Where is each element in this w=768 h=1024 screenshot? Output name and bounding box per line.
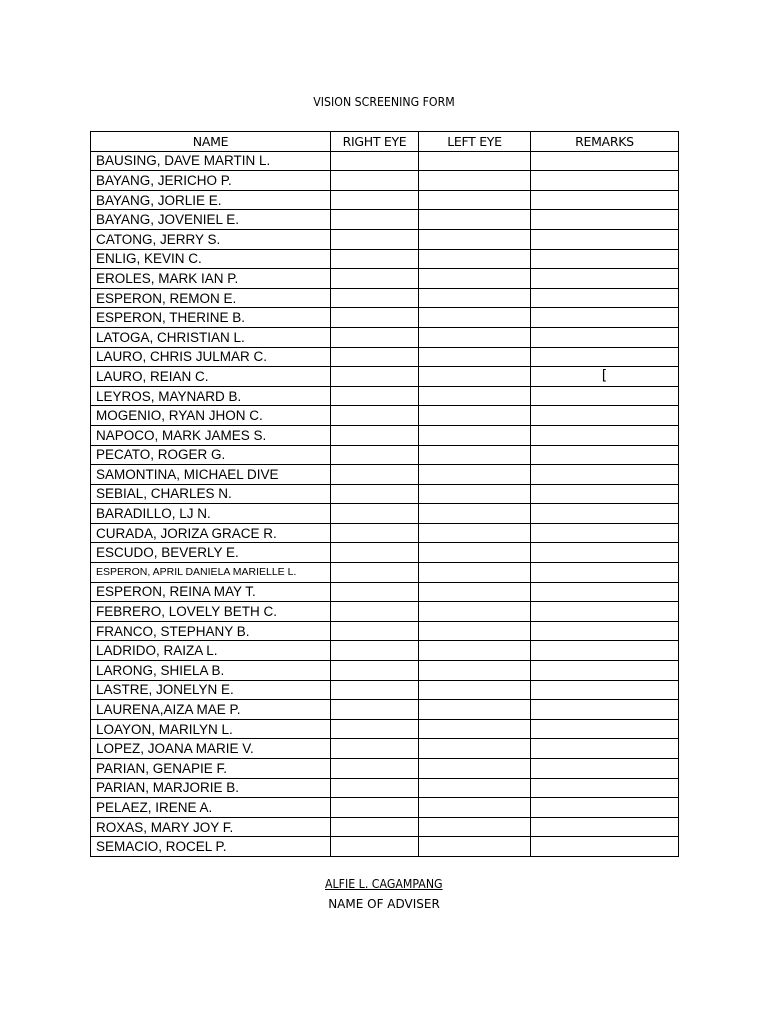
- table-row: [91, 700, 679, 720]
- left-eye-cell: [419, 778, 531, 798]
- remarks-cell: [531, 249, 679, 269]
- left-eye-cell: [419, 759, 531, 779]
- table-row: [91, 523, 679, 543]
- remarks-cell: [531, 327, 679, 347]
- table-row: [91, 308, 679, 328]
- header-name: NAME: [91, 132, 331, 152]
- right-eye-cell: [331, 171, 419, 191]
- remarks-cell: [531, 504, 679, 524]
- table-row: [91, 171, 679, 191]
- remarks-cell: [531, 229, 679, 249]
- adviser-label: NAME OF ADVISER: [328, 897, 440, 911]
- student-name-cell: LADRIDO, RAIZA L.: [91, 641, 331, 661]
- vision-screening-table: [90, 131, 679, 857]
- table-row: [91, 249, 679, 269]
- left-eye-cell: [419, 327, 531, 347]
- table-row: [91, 406, 679, 426]
- right-eye-cell: [331, 210, 419, 230]
- right-eye-cell: [331, 190, 419, 210]
- adviser-name: [0, 875, 768, 893]
- student-name-cell: BARADILLO, LJ N.: [91, 504, 331, 524]
- student-name-cell: PARIAN, MARJORIE B.: [91, 778, 331, 798]
- table-row: [91, 837, 679, 857]
- left-eye-cell: [419, 406, 531, 426]
- remarks-cell: [531, 210, 679, 230]
- left-eye-cell: [419, 249, 531, 269]
- student-name-cell: ESPERON, APRIL DANIELA MARIELLE L.: [91, 563, 331, 583]
- right-eye-cell: [331, 602, 419, 622]
- student-name-cell: PELAEZ, IRENE A.: [91, 798, 331, 818]
- right-eye-cell: [331, 523, 419, 543]
- table-row: [91, 210, 679, 230]
- right-eye-cell: [331, 582, 419, 602]
- table-row: [91, 582, 679, 602]
- student-name-cell: FEBRERO, LOVELY BETH C.: [91, 602, 331, 622]
- remarks-cell: [531, 582, 679, 602]
- remarks-cell: [531, 288, 679, 308]
- right-eye-cell: [331, 700, 419, 720]
- student-name-cell: ESPERON, REINA MAY T.: [91, 582, 331, 602]
- header-left-eye: LEFT EYE: [419, 132, 531, 152]
- remarks-cell: [531, 151, 679, 171]
- student-name-cell: LARONG, SHIELA B.: [91, 661, 331, 681]
- right-eye-cell: [331, 425, 419, 445]
- table-row: [91, 563, 679, 583]
- table-row: [91, 229, 679, 249]
- left-eye-cell: [419, 465, 531, 485]
- student-name-cell: LAURO, CHRIS JULMAR C.: [91, 347, 331, 367]
- table-row: [91, 484, 679, 504]
- right-eye-cell: [331, 445, 419, 465]
- left-eye-cell: [419, 680, 531, 700]
- student-name-cell: LEYROS, MAYNARD B.: [91, 386, 331, 406]
- remarks-cell: [531, 484, 679, 504]
- right-eye-cell: [331, 308, 419, 328]
- right-eye-cell: [331, 661, 419, 681]
- table-row: [91, 327, 679, 347]
- right-eye-cell: [331, 563, 419, 583]
- student-name-cell: SEBIAL, CHARLES N.: [91, 484, 331, 504]
- right-eye-cell: [331, 543, 419, 563]
- table-row: [91, 641, 679, 661]
- remarks-cell: [531, 837, 679, 857]
- table-row: [91, 621, 679, 641]
- table-row: [91, 778, 679, 798]
- student-name-cell: BAUSING, DAVE MARTIN L.: [91, 151, 331, 171]
- table-row: [91, 367, 679, 387]
- student-name-cell: BAYANG, JOVENIEL E.: [91, 210, 331, 230]
- remarks-cell: [531, 563, 679, 583]
- student-name-cell: CATONG, JERRY S.: [91, 229, 331, 249]
- remarks-cell: [531, 190, 679, 210]
- remarks-cell: [531, 445, 679, 465]
- remarks-cell: [531, 386, 679, 406]
- right-eye-cell: [331, 837, 419, 857]
- right-eye-cell: [331, 269, 419, 289]
- table-row: [91, 288, 679, 308]
- table-row: [91, 602, 679, 622]
- student-name-cell: LAURENA,AIZA MAE P.: [91, 700, 331, 720]
- header-remarks: REMARKS: [531, 132, 679, 152]
- left-eye-cell: [419, 582, 531, 602]
- right-eye-cell: [331, 249, 419, 269]
- form-title: VISION SCREENING FORM: [313, 94, 455, 109]
- right-eye-cell: [331, 465, 419, 485]
- remarks-cell: [531, 543, 679, 563]
- table-row: [91, 719, 679, 739]
- student-name-cell: ESCUDO, BEVERLY E.: [91, 543, 331, 563]
- table-row: [91, 269, 679, 289]
- table-row: [91, 680, 679, 700]
- remarks-cell: [531, 680, 679, 700]
- left-eye-cell: [419, 308, 531, 328]
- remarks-cell: [531, 465, 679, 485]
- student-name-cell: SAMONTINA, MICHAEL DIVE: [91, 465, 331, 485]
- table-row: [91, 190, 679, 210]
- right-eye-cell: [331, 641, 419, 661]
- student-name-cell: NAPOCO, MARK JAMES S.: [91, 425, 331, 445]
- right-eye-cell: [331, 229, 419, 249]
- right-eye-cell: [331, 680, 419, 700]
- left-eye-cell: [419, 151, 531, 171]
- right-eye-cell: [331, 367, 419, 387]
- left-eye-cell: [419, 386, 531, 406]
- table-row: [91, 759, 679, 779]
- table-row: [91, 798, 679, 818]
- remarks-cell: [531, 621, 679, 641]
- student-name-cell: ROXAS, MARY JOY F.: [91, 817, 331, 837]
- left-eye-cell: [419, 269, 531, 289]
- right-eye-cell: [331, 504, 419, 524]
- remarks-cell: [531, 798, 679, 818]
- student-name-cell: SEMACIO, ROCEL P.: [91, 837, 331, 857]
- remarks-cell: [531, 700, 679, 720]
- right-eye-cell: [331, 288, 419, 308]
- left-eye-cell: [419, 171, 531, 191]
- remarks-cell: [531, 171, 679, 191]
- remarks-cell: [: [531, 367, 679, 387]
- student-name-cell: ENLIG, KEVIN C.: [91, 249, 331, 269]
- student-name-cell: PARIAN, GENAPIE F.: [91, 759, 331, 779]
- table-row: [91, 504, 679, 524]
- left-eye-cell: [419, 425, 531, 445]
- left-eye-cell: [419, 719, 531, 739]
- student-name-cell: LOPEZ, JOANA MARIE V.: [91, 739, 331, 759]
- student-name-cell: LATOGA, CHRISTIAN L.: [91, 327, 331, 347]
- left-eye-cell: [419, 837, 531, 857]
- header-right-eye: RIGHT EYE: [331, 132, 419, 152]
- right-eye-cell: [331, 739, 419, 759]
- table-body: [91, 151, 679, 856]
- student-name-cell: BAYANG, JORLIE E.: [91, 190, 331, 210]
- left-eye-cell: [419, 798, 531, 818]
- remarks-cell: [531, 739, 679, 759]
- right-eye-cell: [331, 798, 419, 818]
- table-row: [91, 739, 679, 759]
- remarks-cell: [531, 347, 679, 367]
- right-eye-cell: [331, 347, 419, 367]
- right-eye-cell: [331, 386, 419, 406]
- right-eye-cell: [331, 406, 419, 426]
- student-name-cell: BAYANG, JERICHO P.: [91, 171, 331, 191]
- student-name-cell: LOAYON, MARILYN L.: [91, 719, 331, 739]
- left-eye-cell: [419, 347, 531, 367]
- left-eye-cell: [419, 543, 531, 563]
- left-eye-cell: [419, 190, 531, 210]
- right-eye-cell: [331, 778, 419, 798]
- student-name-cell: LASTRE, JONELYN E.: [91, 680, 331, 700]
- table-row: [91, 347, 679, 367]
- left-eye-cell: [419, 367, 531, 387]
- student-name-cell: CURADA, JORIZA GRACE R.: [91, 523, 331, 543]
- left-eye-cell: [419, 523, 531, 543]
- table-row: [91, 817, 679, 837]
- student-name-cell: LAURO, REIAN C.: [91, 367, 331, 387]
- table-row: [91, 151, 679, 171]
- student-name-cell: EROLES, MARK IAN P.: [91, 269, 331, 289]
- right-eye-cell: [331, 621, 419, 641]
- remarks-cell: [531, 523, 679, 543]
- remarks-cell: [531, 602, 679, 622]
- left-eye-cell: [419, 504, 531, 524]
- left-eye-cell: [419, 700, 531, 720]
- student-name-cell: ESPERON, THERINE B.: [91, 308, 331, 328]
- remarks-cell: [531, 641, 679, 661]
- right-eye-cell: [331, 817, 419, 837]
- left-eye-cell: [419, 445, 531, 465]
- remarks-cell: [531, 759, 679, 779]
- right-eye-cell: [331, 719, 419, 739]
- table-row: [91, 386, 679, 406]
- remarks-cell: [531, 661, 679, 681]
- left-eye-cell: [419, 661, 531, 681]
- left-eye-cell: [419, 817, 531, 837]
- remarks-cell: [531, 778, 679, 798]
- right-eye-cell: [331, 151, 419, 171]
- right-eye-cell: [331, 759, 419, 779]
- left-eye-cell: [419, 563, 531, 583]
- left-eye-cell: [419, 621, 531, 641]
- left-eye-cell: [419, 210, 531, 230]
- remarks-cell: [531, 406, 679, 426]
- left-eye-cell: [419, 602, 531, 622]
- left-eye-cell: [419, 229, 531, 249]
- remarks-cell: [531, 308, 679, 328]
- student-name-cell: MOGENIO, RYAN JHON C.: [91, 406, 331, 426]
- table-row: [91, 661, 679, 681]
- right-eye-cell: [331, 484, 419, 504]
- student-name-cell: ESPERON, REMON E.: [91, 288, 331, 308]
- student-name-cell: FRANCO, STEPHANY B.: [91, 621, 331, 641]
- student-name-cell: PECATO, ROGER G.: [91, 445, 331, 465]
- table-row: [91, 465, 679, 485]
- right-eye-cell: [331, 327, 419, 347]
- left-eye-cell: [419, 484, 531, 504]
- left-eye-cell: [419, 739, 531, 759]
- remarks-cell: [531, 425, 679, 445]
- adviser-name-text: ALFIE L. CAGAMPANG: [325, 876, 443, 891]
- remarks-cell: [531, 269, 679, 289]
- table-row: [91, 425, 679, 445]
- remarks-cell: [531, 719, 679, 739]
- left-eye-cell: [419, 641, 531, 661]
- table-row: [91, 445, 679, 465]
- left-eye-cell: [419, 288, 531, 308]
- table-row: [91, 543, 679, 563]
- remarks-cell: [531, 817, 679, 837]
- table-header-row: [91, 132, 679, 152]
